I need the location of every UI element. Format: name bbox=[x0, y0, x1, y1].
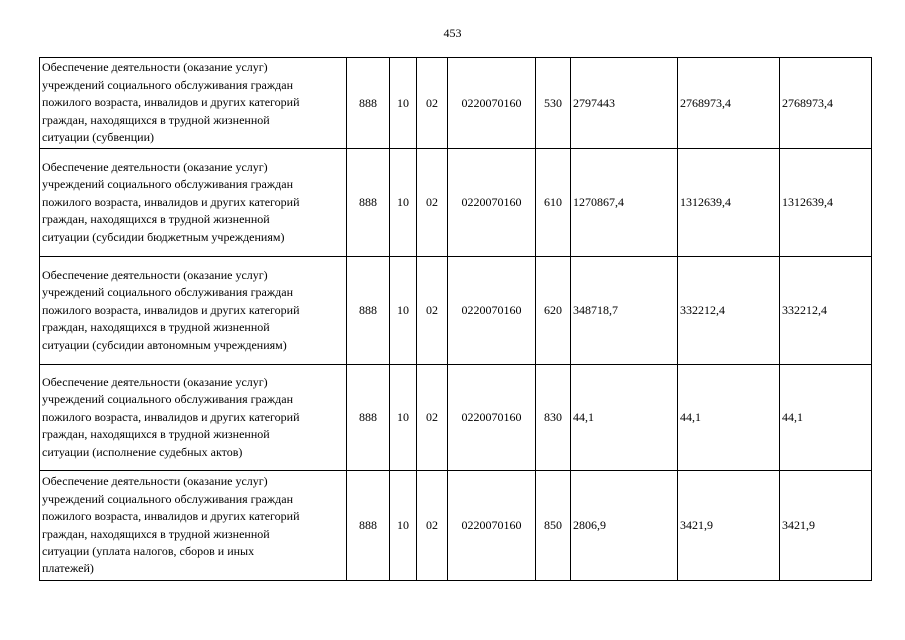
ministry-code: 888 bbox=[347, 257, 390, 365]
table-row bbox=[40, 257, 872, 365]
page-number: 453 bbox=[443, 26, 462, 40]
expense-type-code: 850 bbox=[536, 471, 571, 581]
subsection-code: 02 bbox=[417, 58, 448, 149]
section-code: 10 bbox=[390, 58, 417, 149]
row-description: Обеспечение деятельности (оказание услуг) учреждений социального обслуживания граждан пожилого возраста, инвалидов и других категорий граждан, находящихся в трудной жизненной ситуации (исполнение судебных актов) bbox=[40, 365, 347, 471]
amount-year-1: 348718,7 bbox=[571, 257, 678, 365]
target-article-code: 0220070160 bbox=[448, 471, 536, 581]
table-row bbox=[40, 365, 872, 471]
amount-year-3: 2768973,4 bbox=[780, 58, 872, 149]
subsection-code: 02 bbox=[417, 365, 448, 471]
row-description: Обеспечение деятельности (оказание услуг) учреждений социального обслуживания граждан пожилого возраста, инвалидов и других категорий граждан, находящихся в трудной жизненной ситуации (субсидии автономным учреждениям) bbox=[40, 257, 347, 365]
amount-year-1: 2797443 bbox=[571, 58, 678, 149]
section-code: 10 bbox=[390, 365, 417, 471]
target-article-code: 0220070160 bbox=[448, 365, 536, 471]
expense-type-code: 610 bbox=[536, 149, 571, 257]
target-article-code: 0220070160 bbox=[448, 149, 536, 257]
subsection-code: 02 bbox=[417, 149, 448, 257]
target-article-code: 0220070160 bbox=[448, 257, 536, 365]
budget-table bbox=[39, 57, 872, 581]
expense-type-code: 530 bbox=[536, 58, 571, 149]
row-description: Обеспечение деятельности (оказание услуг) учреждений социального обслуживания граждан пожилого возраста, инвалидов и других категорий граждан, находящихся в трудной жизненной ситуации (субсидии бюджетным учреждениям) bbox=[40, 149, 347, 257]
ministry-code: 888 bbox=[347, 149, 390, 257]
expense-type-code: 830 bbox=[536, 365, 571, 471]
target-article-code: 0220070160 bbox=[448, 58, 536, 149]
table-row bbox=[40, 58, 872, 149]
ministry-code: 888 bbox=[347, 365, 390, 471]
amount-year-3: 332212,4 bbox=[780, 257, 872, 365]
ministry-code: 888 bbox=[347, 471, 390, 581]
amount-year-1: 2806,9 bbox=[571, 471, 678, 581]
amount-year-2: 3421,9 bbox=[678, 471, 780, 581]
amount-year-1: 44,1 bbox=[571, 365, 678, 471]
section-code: 10 bbox=[390, 257, 417, 365]
amount-year-3: 1312639,4 bbox=[780, 149, 872, 257]
subsection-code: 02 bbox=[417, 257, 448, 365]
amount-year-2: 1312639,4 bbox=[678, 149, 780, 257]
subsection-code: 02 bbox=[417, 471, 448, 581]
row-description: Обеспечение деятельности (оказание услуг) учреждений социального обслуживания граждан пожилого возраста, инвалидов и других категорий граждан, находящихся в трудной жизненной ситуации (уплата налогов, сборов и иных платежей) bbox=[40, 471, 347, 581]
amount-year-3: 44,1 bbox=[780, 365, 872, 471]
amount-year-2: 332212,4 bbox=[678, 257, 780, 365]
table-row bbox=[40, 149, 872, 257]
ministry-code: 888 bbox=[347, 58, 390, 149]
row-description: Обеспечение деятельности (оказание услуг) учреждений социального обслуживания граждан пожилого возраста, инвалидов и других категорий граждан, находящихся в трудной жизненной ситуации (субвенции) bbox=[40, 58, 347, 149]
section-code: 10 bbox=[390, 149, 417, 257]
section-code: 10 bbox=[390, 471, 417, 581]
amount-year-2: 44,1 bbox=[678, 365, 780, 471]
table-row bbox=[40, 471, 872, 581]
amount-year-1: 1270867,4 bbox=[571, 149, 678, 257]
amount-year-2: 2768973,4 bbox=[678, 58, 780, 149]
amount-year-3: 3421,9 bbox=[780, 471, 872, 581]
expense-type-code: 620 bbox=[536, 257, 571, 365]
